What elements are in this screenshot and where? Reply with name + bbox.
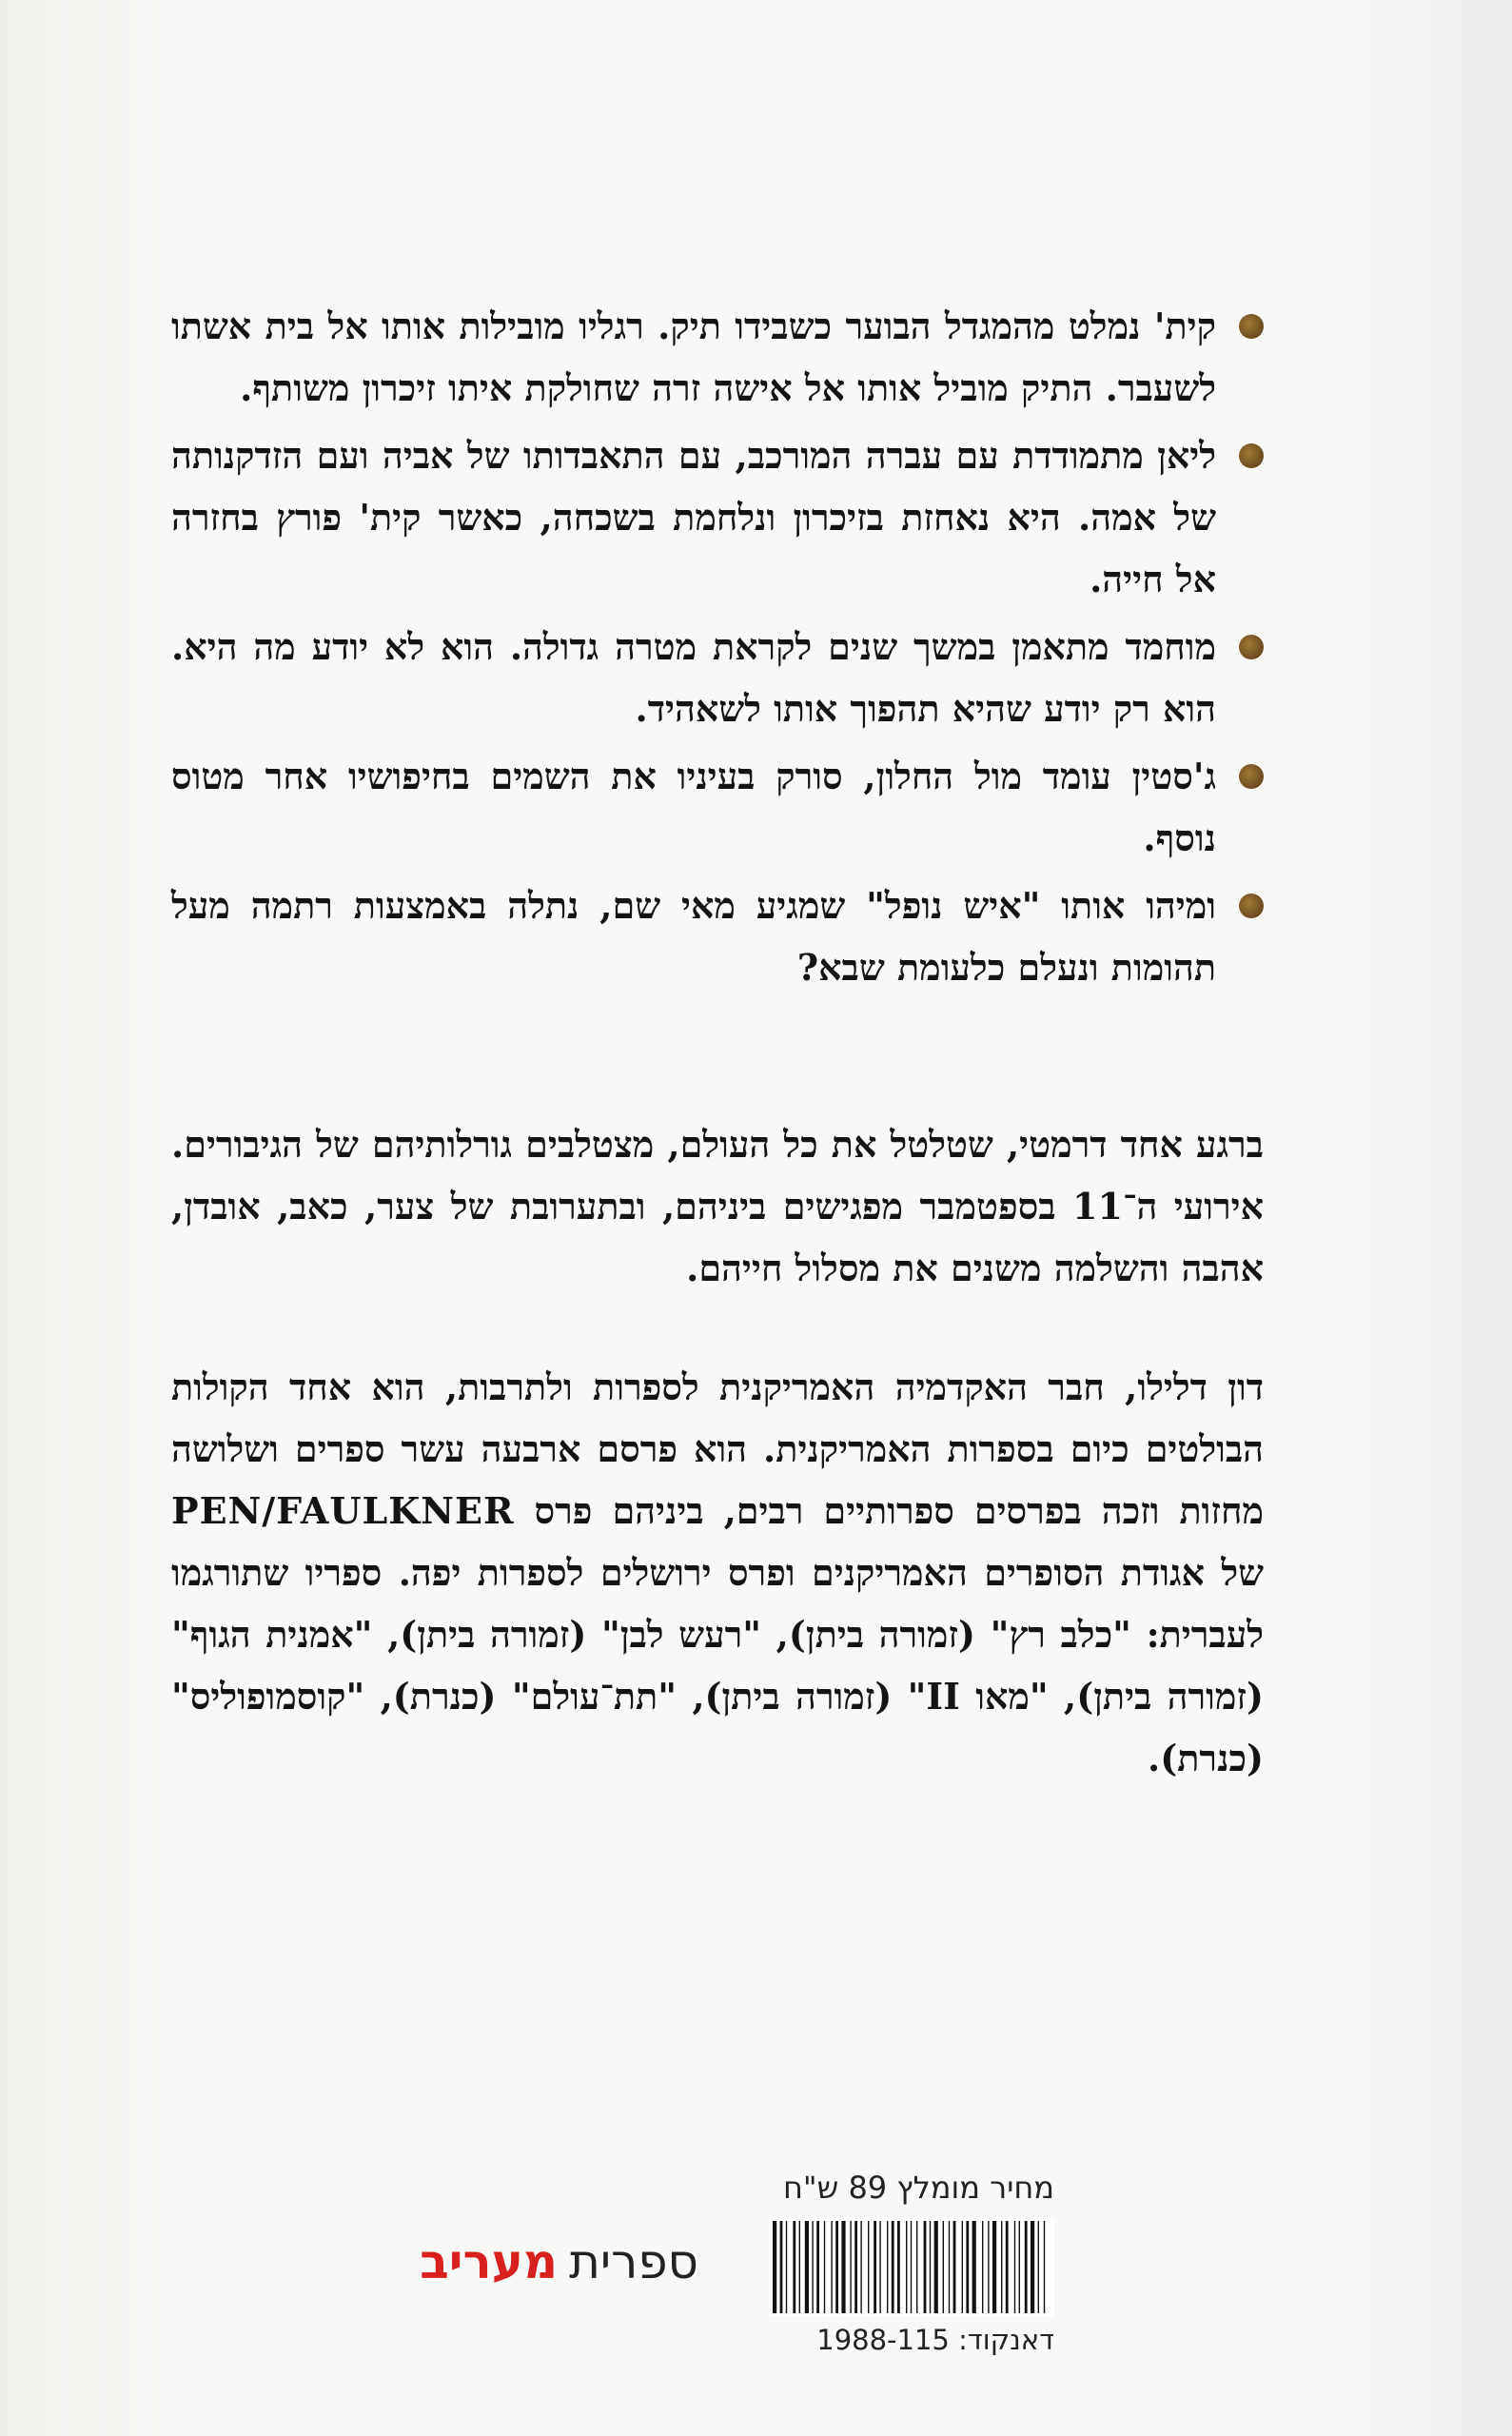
bullet-item-lianne [171,424,1264,610]
bullet-dot-icon [1239,635,1264,659]
bullet-item-falling-man [171,874,1264,998]
bullet-text: מוחמד מתאמן במשך שנים לקראת מטרה גדולה. הוא לא יודע מה היא. הוא רק יודע שהיא תהפוך אותו לשאהיד. [171,625,1216,730]
bullet-dot-icon [1239,764,1264,789]
recommended-price: מחיר מומלץ 89 ש"ח [782,2170,1054,2206]
bullet-dot-icon [1239,314,1264,339]
bullet-dot-icon [1239,894,1264,918]
publisher-logo-word2: מעריב [420,2234,559,2289]
bullet-text: ליאן מתמודדת עם עברה המורכב, עם התאבדותו של אביה ועם הזדקנותה של אמה. היא נאחזת בזיכרון ונלחמת בשכחה, כאשר קית' פורץ בחזרה אל חייה. [171,434,1216,600]
author-name: דון דלילו [1137,1365,1264,1408]
bio-text-part2: של אגודת הסופרים האמריקנים ופרס ירושלים לספרות יפה. ספריו שתורגמו לעברית: "כלב רץ" (זמורה ביתן), "רעש לבן" (זמורה ביתן), "אמנית הגוף" (זמורה ביתן), "מאו II" (זמורה ביתן), "תת־עולם" (כנרת), "קוסמופוליס" (כנרת). [171,1551,1264,1779]
events-paragraph: ברגע אחד דרמטי, שטלטל את כל העולם, מצטלבים גורלותיהם של הגיבורים. אירועי ה־11 בספטמבר מפגישים ביניהם, ובתערובת של צער, כאב, אובדן, אהבה והשלמה משנים את מסלול חייהם. [171,1123,1264,1289]
bullet-item-mohammed [171,616,1264,739]
bullet-item-keith [171,295,1264,419]
publisher-logo [413,2229,698,2295]
bio-text-part1: , חבר האקדמיה האמריקנית לספרות ולתרבות, הוא אחד הקולות הבולטים כיום בספרות האמריקנית. הוא פרסם ארבעה עשר ספרים ושלושה מחזות וזכה בפרסים ספרותיים רבים, ביניהם פרס [171,1365,1264,1532]
dancode-number: דאנקוד: 1988-115 [816,2324,1054,2356]
bullet-text: ומיהו אותו "איש נופל" שמגיע מאי שם, נתלה באמצעות רתמה מעל תהומות ונעלם כלעומת שבא? [171,884,1216,989]
bullet-dot-icon [1239,443,1264,468]
bullet-item-justin [171,745,1264,869]
bullet-list [171,295,1264,1004]
publisher-logo-word1: ספרית [569,2234,698,2289]
award-name: PEN/FAULKNER [171,1489,515,1532]
bullet-text: קית' נמלט מהמגדל הבוער כשבידו תיק. רגליו מובילות אותו אל בית אשתו לשעבר. התיק מוביל אותו אל אישה זרה שחולקת איתו זיכרון משותף. [171,304,1216,409]
barcode [769,2217,1054,2317]
bullet-text: ג'סטין עומד מול החלון, סורק בעיניו את השמים בחיפושיו אחר מטוס נוסף. [171,755,1216,859]
author-bio [171,1356,1264,1789]
